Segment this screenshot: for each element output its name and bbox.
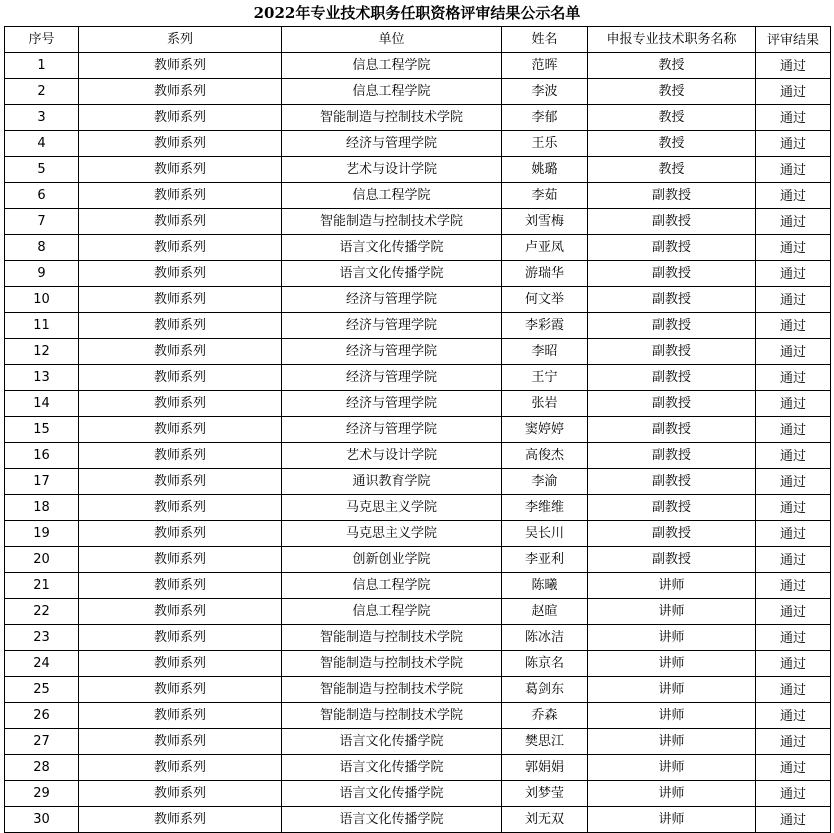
cell-name[interactable]: 卢亚凤: [502, 235, 588, 261]
cell-no[interactable]: 24: [5, 651, 79, 677]
table-row: [5, 755, 831, 781]
cell-title[interactable]: 副教授: [588, 313, 756, 339]
cell-name[interactable]: 刘无双: [502, 807, 588, 833]
cell-series[interactable]: 教师系列: [79, 79, 282, 105]
cell-result[interactable]: 通过: [756, 729, 831, 755]
cell-no[interactable]: 25: [5, 677, 79, 703]
cell-no[interactable]: 15: [5, 417, 79, 443]
table-row: [5, 105, 831, 131]
cell-title[interactable]: 讲师: [588, 807, 756, 833]
table-row: [5, 209, 831, 235]
cell-series[interactable]: 教师系列: [79, 755, 282, 781]
cell-series[interactable]: 教师系列: [79, 209, 282, 235]
cell-title[interactable]: 讲师: [588, 755, 756, 781]
cell-result[interactable]: 通过: [756, 807, 831, 833]
cell-unit[interactable]: 智能制造与控制技术学院: [282, 651, 502, 677]
cell-unit[interactable]: 经济与管理学院: [282, 131, 502, 157]
cell-result[interactable]: 通过: [756, 105, 831, 131]
cell-unit[interactable]: 语言文化传播学院: [282, 807, 502, 833]
cell-series[interactable]: 教师系列: [79, 599, 282, 625]
cell-title[interactable]: 讲师: [588, 651, 756, 677]
cell-unit[interactable]: 马克思主义学院: [282, 521, 502, 547]
cell-unit[interactable]: 语言文化传播学院: [282, 729, 502, 755]
cell-title[interactable]: 副教授: [588, 261, 756, 287]
header-result[interactable]: 评审结果: [756, 27, 831, 53]
cell-title[interactable]: 副教授: [588, 339, 756, 365]
header-series[interactable]: 系列: [79, 27, 282, 53]
cell-result[interactable]: 通过: [756, 677, 831, 703]
cell-series[interactable]: 教师系列: [79, 131, 282, 157]
cell-name[interactable]: 吴长川: [502, 521, 588, 547]
cell-series[interactable]: 教师系列: [79, 807, 282, 833]
cell-unit[interactable]: 语言文化传播学院: [282, 781, 502, 807]
cell-title[interactable]: 讲师: [588, 677, 756, 703]
cell-result[interactable]: 通过: [756, 365, 831, 391]
cell-title[interactable]: 讲师: [588, 573, 756, 599]
cell-no[interactable]: 2: [5, 79, 79, 105]
table-row: [5, 521, 831, 547]
cell-no[interactable]: 13: [5, 365, 79, 391]
cell-name[interactable]: 郭娟娟: [502, 755, 588, 781]
cell-name[interactable]: 高俊杰: [502, 443, 588, 469]
cell-name[interactable]: 李波: [502, 79, 588, 105]
cell-no[interactable]: 7: [5, 209, 79, 235]
cell-unit[interactable]: 智能制造与控制技术学院: [282, 105, 502, 131]
cell-result[interactable]: 通过: [756, 157, 831, 183]
cell-result[interactable]: 通过: [756, 495, 831, 521]
cell-no[interactable]: 26: [5, 703, 79, 729]
cell-result[interactable]: 通过: [756, 235, 831, 261]
cell-title[interactable]: 讲师: [588, 599, 756, 625]
cell-name[interactable]: 李亚利: [502, 547, 588, 573]
cell-series[interactable]: 教师系列: [79, 703, 282, 729]
cell-name[interactable]: 葛剑东: [502, 677, 588, 703]
cell-result[interactable]: 通过: [756, 755, 831, 781]
cell-title[interactable]: 教授: [588, 131, 756, 157]
cell-result[interactable]: 通过: [756, 287, 831, 313]
cell-result[interactable]: 通过: [756, 443, 831, 469]
cell-result[interactable]: 通过: [756, 573, 831, 599]
table-row: [5, 781, 831, 807]
cell-no[interactable]: 6: [5, 183, 79, 209]
table-row: [5, 469, 831, 495]
cell-no[interactable]: 17: [5, 469, 79, 495]
cell-title[interactable]: 讲师: [588, 703, 756, 729]
cell-name[interactable]: 樊思江: [502, 729, 588, 755]
cell-unit[interactable]: 通识教育学院: [282, 469, 502, 495]
cell-no[interactable]: 16: [5, 443, 79, 469]
table-row: [5, 183, 831, 209]
cell-result[interactable]: 通过: [756, 53, 831, 79]
table-row: [5, 235, 831, 261]
page-title: 2022年专业技术职务任职资格评审结果公示名单: [253, 4, 581, 22]
cell-result[interactable]: 通过: [756, 339, 831, 365]
cell-result[interactable]: 通过: [756, 313, 831, 339]
cell-result[interactable]: 通过: [756, 599, 831, 625]
cell-no[interactable]: 19: [5, 521, 79, 547]
cell-unit[interactable]: 信息工程学院: [282, 183, 502, 209]
cell-unit[interactable]: 信息工程学院: [282, 573, 502, 599]
table-body: [5, 53, 831, 833]
cell-title[interactable]: 教授: [588, 53, 756, 79]
cell-result[interactable]: 通过: [756, 417, 831, 443]
cell-unit[interactable]: 信息工程学院: [282, 599, 502, 625]
cell-series[interactable]: 教师系列: [79, 235, 282, 261]
table-row: [5, 53, 831, 79]
cell-unit[interactable]: 经济与管理学院: [282, 365, 502, 391]
cell-name[interactable]: 赵暄: [502, 599, 588, 625]
cell-series[interactable]: 教师系列: [79, 547, 282, 573]
cell-no[interactable]: 11: [5, 313, 79, 339]
cell-title[interactable]: 副教授: [588, 365, 756, 391]
table-row: [5, 313, 831, 339]
cell-unit[interactable]: 艺术与设计学院: [282, 443, 502, 469]
cell-unit[interactable]: 信息工程学院: [282, 79, 502, 105]
table-row: [5, 79, 831, 105]
cell-result[interactable]: 通过: [756, 625, 831, 651]
cell-result[interactable]: 通过: [756, 781, 831, 807]
cell-result[interactable]: 通过: [756, 131, 831, 157]
cell-series[interactable]: 教师系列: [79, 469, 282, 495]
cell-unit[interactable]: 智能制造与控制技术学院: [282, 625, 502, 651]
cell-title[interactable]: 教授: [588, 79, 756, 105]
cell-result[interactable]: 通过: [756, 547, 831, 573]
cell-title[interactable]: 副教授: [588, 183, 756, 209]
cell-series[interactable]: 教师系列: [79, 53, 282, 79]
cell-title[interactable]: 副教授: [588, 495, 756, 521]
cell-title[interactable]: 讲师: [588, 729, 756, 755]
cell-no[interactable]: 22: [5, 599, 79, 625]
header-row: [5, 27, 831, 53]
cell-name[interactable]: 李彩霞: [502, 313, 588, 339]
cell-unit[interactable]: 语言文化传播学院: [282, 755, 502, 781]
cell-unit[interactable]: 智能制造与控制技术学院: [282, 703, 502, 729]
table-row: [5, 651, 831, 677]
cell-no[interactable]: 1: [5, 53, 79, 79]
table-row: [5, 365, 831, 391]
cell-title[interactable]: 副教授: [588, 287, 756, 313]
cell-series[interactable]: 教师系列: [79, 339, 282, 365]
cell-name[interactable]: 李昭: [502, 339, 588, 365]
table-row: [5, 339, 831, 365]
cell-name[interactable]: 乔森: [502, 703, 588, 729]
cell-result[interactable]: 通过: [756, 261, 831, 287]
cell-no[interactable]: 3: [5, 105, 79, 131]
cell-no[interactable]: 29: [5, 781, 79, 807]
cell-unit[interactable]: 语言文化传播学院: [282, 235, 502, 261]
table-row: [5, 703, 831, 729]
table-row: [5, 495, 831, 521]
cell-unit[interactable]: 信息工程学院: [282, 53, 502, 79]
cell-title[interactable]: 讲师: [588, 781, 756, 807]
cell-result[interactable]: 通过: [756, 183, 831, 209]
cell-title[interactable]: 副教授: [588, 547, 756, 573]
cell-result[interactable]: 通过: [756, 209, 831, 235]
table-row: [5, 625, 831, 651]
cell-no[interactable]: 18: [5, 495, 79, 521]
cell-title[interactable]: 教授: [588, 157, 756, 183]
cell-title[interactable]: 副教授: [588, 469, 756, 495]
cell-title[interactable]: 副教授: [588, 235, 756, 261]
table-row: [5, 261, 831, 287]
cell-unit[interactable]: 创新创业学院: [282, 547, 502, 573]
cell-name[interactable]: 李维维: [502, 495, 588, 521]
cell-series[interactable]: 教师系列: [79, 157, 282, 183]
cell-result[interactable]: 通过: [756, 79, 831, 105]
cell-no[interactable]: 21: [5, 573, 79, 599]
header-unit[interactable]: 单位: [282, 27, 502, 53]
cell-unit[interactable]: 艺术与设计学院: [282, 157, 502, 183]
cell-unit[interactable]: 经济与管理学院: [282, 313, 502, 339]
cell-series[interactable]: 教师系列: [79, 677, 282, 703]
table-row: [5, 391, 831, 417]
cell-title[interactable]: 副教授: [588, 417, 756, 443]
cell-result[interactable]: 通过: [756, 391, 831, 417]
cell-name[interactable]: 王宁: [502, 365, 588, 391]
cell-unit[interactable]: 马克思主义学院: [282, 495, 502, 521]
cell-title[interactable]: 副教授: [588, 209, 756, 235]
cell-no[interactable]: 10: [5, 287, 79, 313]
cell-name[interactable]: 姚璐: [502, 157, 588, 183]
cell-series[interactable]: 教师系列: [79, 495, 282, 521]
cell-no[interactable]: 8: [5, 235, 79, 261]
cell-series[interactable]: 教师系列: [79, 521, 282, 547]
cell-series[interactable]: 教师系列: [79, 365, 282, 391]
cell-unit[interactable]: 经济与管理学院: [282, 417, 502, 443]
cell-name[interactable]: 陈曦: [502, 573, 588, 599]
header-name[interactable]: 姓名: [502, 27, 588, 53]
cell-no[interactable]: 12: [5, 339, 79, 365]
cell-series[interactable]: 教师系列: [79, 573, 282, 599]
results-table: [4, 26, 831, 833]
cell-name[interactable]: 张岩: [502, 391, 588, 417]
table-row: [5, 443, 831, 469]
cell-no[interactable]: 14: [5, 391, 79, 417]
table-row: [5, 807, 831, 833]
cell-title[interactable]: 副教授: [588, 521, 756, 547]
cell-title[interactable]: 教授: [588, 105, 756, 131]
cell-no[interactable]: 30: [5, 807, 79, 833]
cell-result[interactable]: 通过: [756, 651, 831, 677]
cell-name[interactable]: 刘雪梅: [502, 209, 588, 235]
cell-title[interactable]: 副教授: [588, 391, 756, 417]
cell-series[interactable]: 教师系列: [79, 287, 282, 313]
cell-name[interactable]: 窦婷婷: [502, 417, 588, 443]
cell-no[interactable]: 20: [5, 547, 79, 573]
cell-series[interactable]: 教师系列: [79, 651, 282, 677]
cell-title[interactable]: 讲师: [588, 625, 756, 651]
cell-name[interactable]: 范晖: [502, 53, 588, 79]
cell-series[interactable]: 教师系列: [79, 729, 282, 755]
cell-no[interactable]: 23: [5, 625, 79, 651]
cell-unit[interactable]: 经济与管理学院: [282, 339, 502, 365]
cell-series[interactable]: 教师系列: [79, 391, 282, 417]
cell-name[interactable]: 李茹: [502, 183, 588, 209]
cell-unit[interactable]: 智能制造与控制技术学院: [282, 209, 502, 235]
cell-series[interactable]: 教师系列: [79, 261, 282, 287]
cell-result[interactable]: 通过: [756, 703, 831, 729]
cell-name[interactable]: 王乐: [502, 131, 588, 157]
cell-no[interactable]: 9: [5, 261, 79, 287]
cell-series[interactable]: 教师系列: [79, 443, 282, 469]
cell-series[interactable]: 教师系列: [79, 781, 282, 807]
cell-result[interactable]: 通过: [756, 469, 831, 495]
cell-no[interactable]: 5: [5, 157, 79, 183]
cell-series[interactable]: 教师系列: [79, 625, 282, 651]
cell-series[interactable]: 教师系列: [79, 313, 282, 339]
cell-title[interactable]: 副教授: [588, 443, 756, 469]
cell-no[interactable]: 28: [5, 755, 79, 781]
cell-unit[interactable]: 语言文化传播学院: [282, 261, 502, 287]
cell-name[interactable]: 游瑞华: [502, 261, 588, 287]
cell-result[interactable]: 通过: [756, 521, 831, 547]
table-row: [5, 131, 831, 157]
cell-series[interactable]: 教师系列: [79, 417, 282, 443]
table-row: [5, 547, 831, 573]
cell-series[interactable]: 教师系列: [79, 183, 282, 209]
table-row: [5, 417, 831, 443]
table-row: [5, 729, 831, 755]
cell-series[interactable]: 教师系列: [79, 105, 282, 131]
cell-name[interactable]: 陈京名: [502, 651, 588, 677]
cell-unit[interactable]: 经济与管理学院: [282, 391, 502, 417]
header-title[interactable]: 申报专业技术职务名称: [588, 27, 756, 53]
cell-name[interactable]: 刘梦莹: [502, 781, 588, 807]
cell-unit[interactable]: 智能制造与控制技术学院: [282, 677, 502, 703]
cell-name[interactable]: 何文举: [502, 287, 588, 313]
header-no[interactable]: 序号: [5, 27, 79, 53]
cell-no[interactable]: 4: [5, 131, 79, 157]
cell-name[interactable]: 李郁: [502, 105, 588, 131]
table-row: [5, 599, 831, 625]
cell-unit[interactable]: 经济与管理学院: [282, 287, 502, 313]
table-row: [5, 677, 831, 703]
cell-name[interactable]: 陈冰洁: [502, 625, 588, 651]
table-row: [5, 157, 831, 183]
table-row: [5, 287, 831, 313]
cell-no[interactable]: 27: [5, 729, 79, 755]
table-row: [5, 573, 831, 599]
cell-name[interactable]: 李渝: [502, 469, 588, 495]
